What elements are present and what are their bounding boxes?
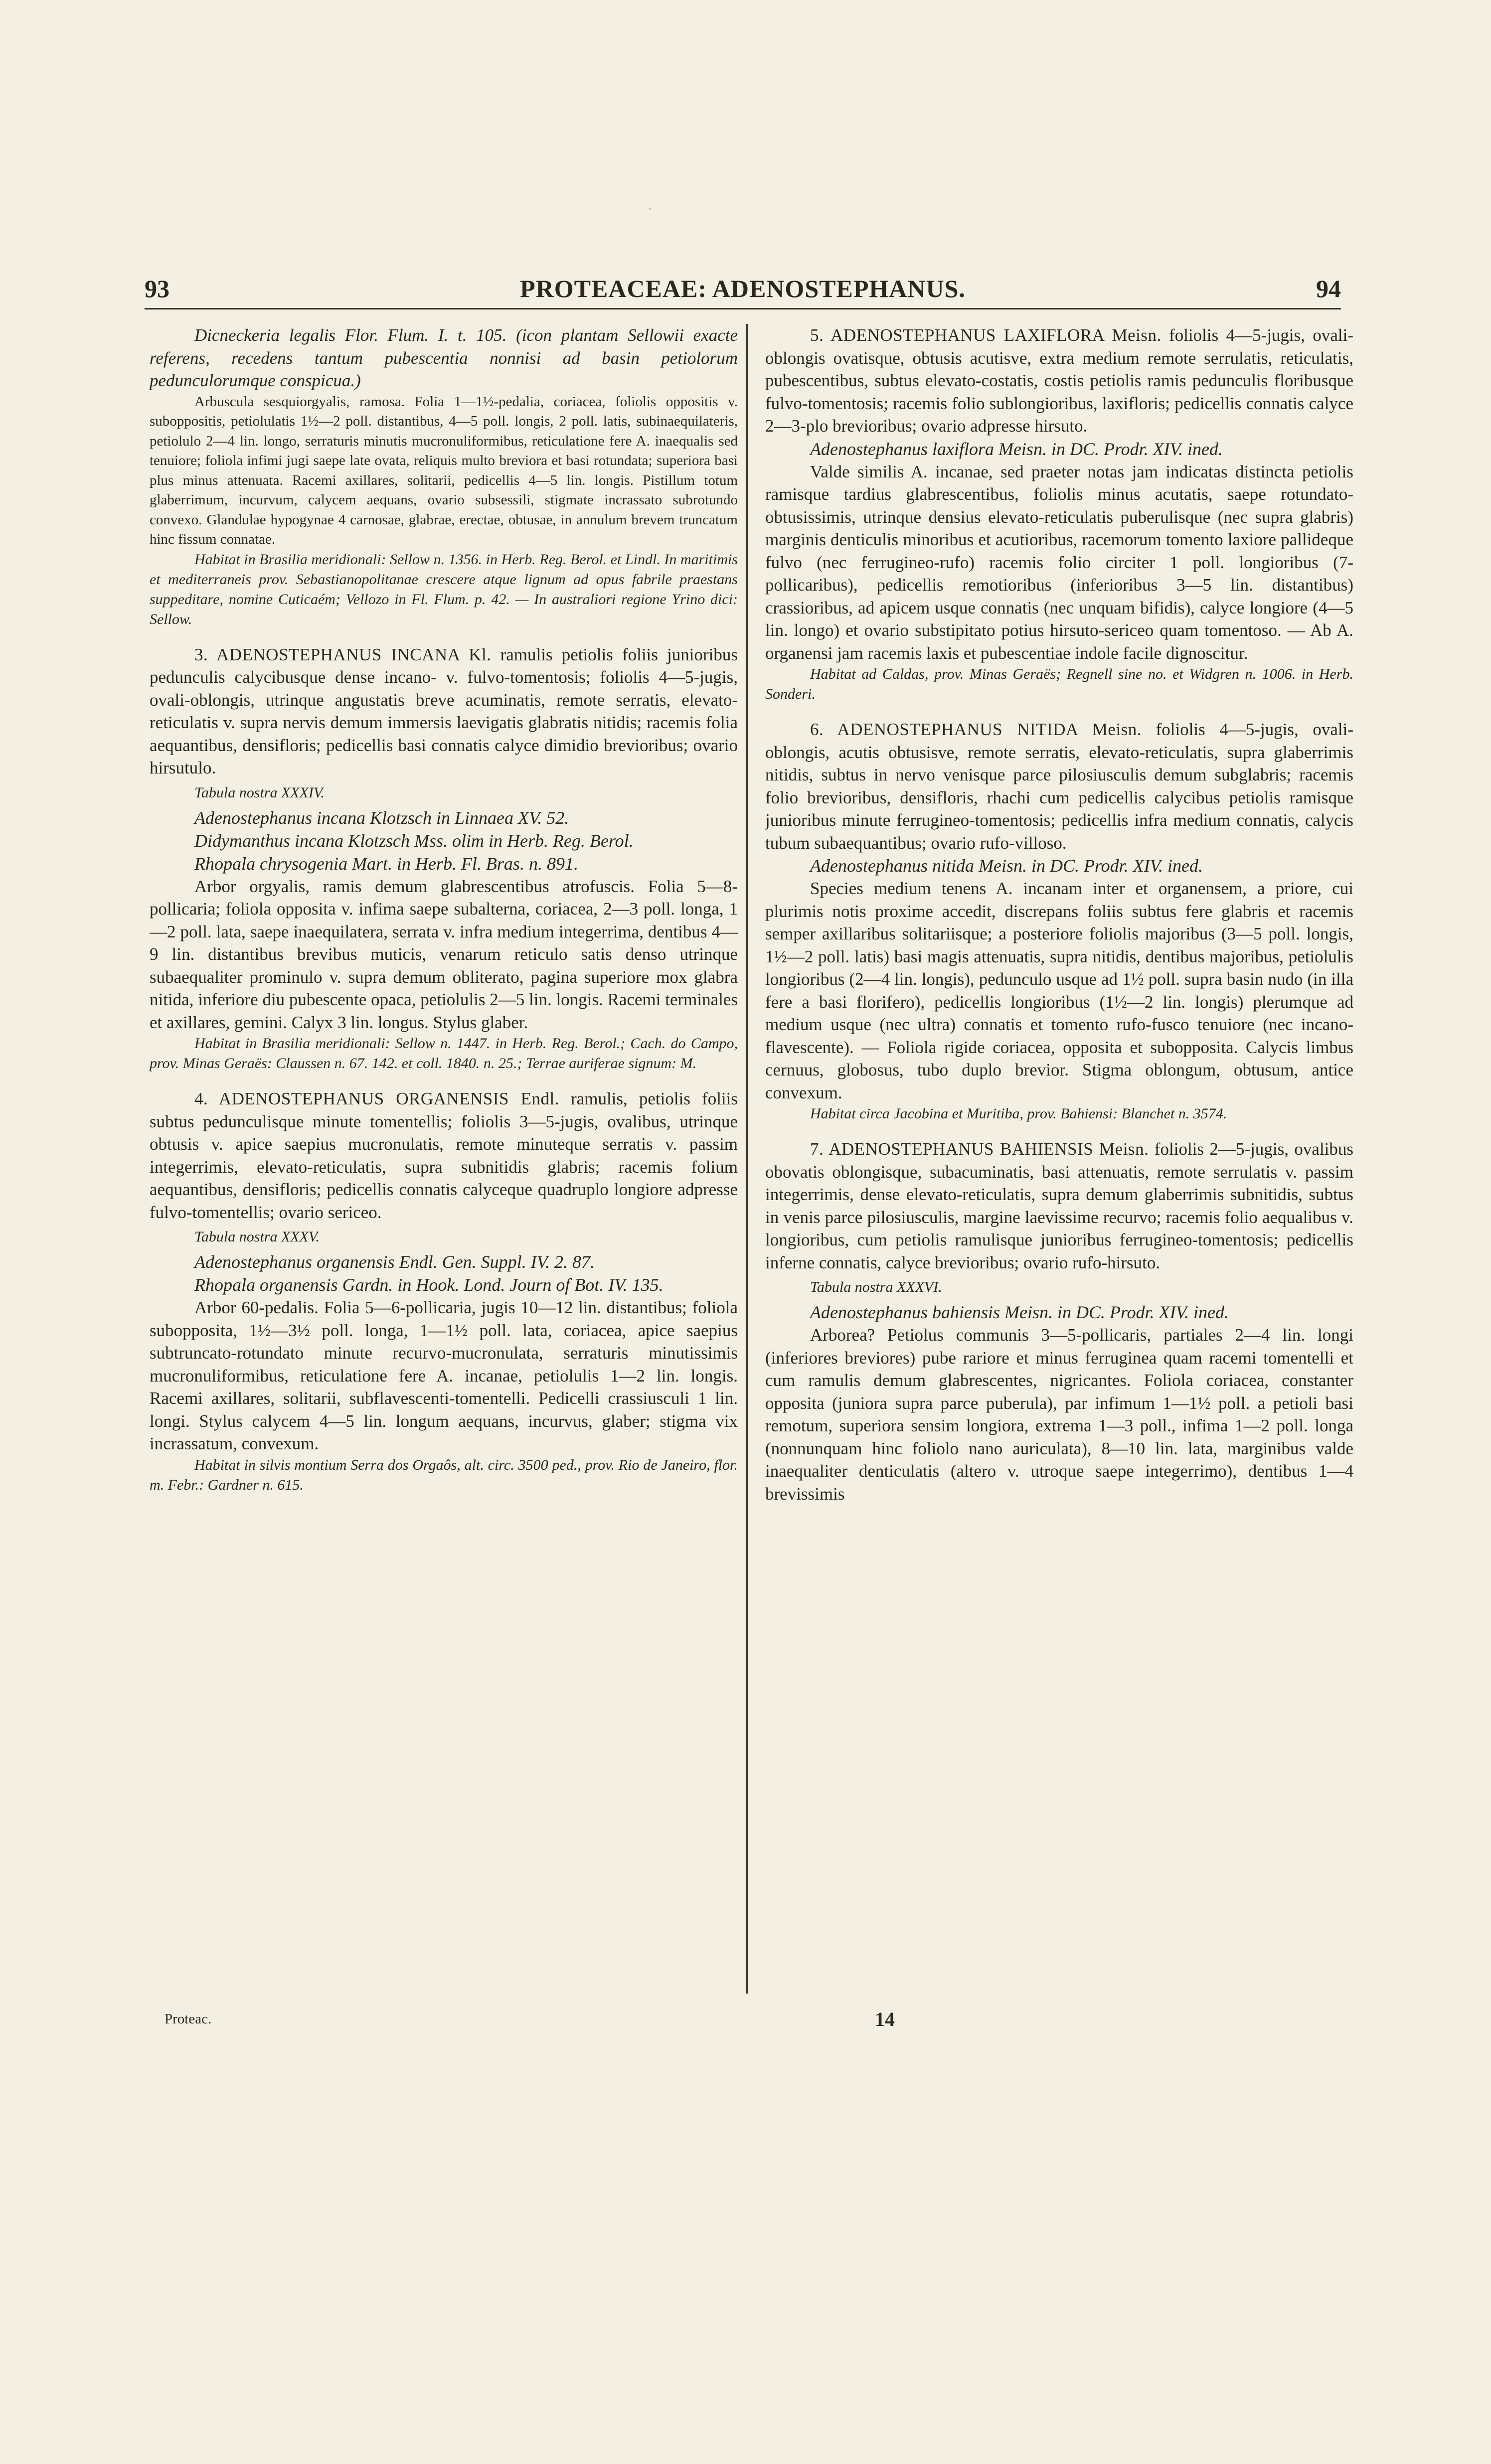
- specks: ·: [648, 203, 652, 216]
- habitat-paragraph: Habitat in Brasilia meridionali: Sellow n. 1356. in Herb. Reg. Berol. et Lindl. In maritimis et mediterraneis prov. Sebastianopolitanae crescere atque lignum ad opus fabrile praestans suppeditare, nomine Cuticaém; Vellozo in Fl. Flum. p. 42. — In australiori regione Yrino dici: Sellow.: [150, 551, 738, 627]
- synonym: Adenostephanus organensis Endl. Gen. Suppl. IV. 2. 87.: [194, 1252, 595, 1272]
- species-entry-4: [150, 1087, 738, 1224]
- plate-reference: Tabula nostra XXXIV.: [194, 784, 325, 801]
- species-diagnosis: foliolis 2—5-jugis, ovalibus obovatis oblongisque, subacuminatis, basi attenuatis, remote serrulatis v. passim integerrimis, dense elevato-reticulatis, supra demum glaberrimis subnitidis, subtus in venis parce pilosiusculis, margine laevissime recurvo; racemis folio aequalibus v. longioribus, cum petiolis ramulisque junioribus ferrugineo-tomentosis; pedicellis inferne connatis, calyce brevioribus; ovario rufo-hirsuto.: [765, 1139, 1353, 1272]
- description-paragraph: Valde similis A. incanae, sed praeter notas jam indicatas distincta petiolis ramisque tardius glabrescentibus, foliolis minus acutatis, saepe rotundato-obtusissimis, utrinque densius elevato-reticulatis puberulisque (nec supra glabris) marginis denticulis minoribus et acutioribus, racemorum tomento laxiore pallideque fulvo (nec ferrugineo-rufo) racemis folio circiter 1 poll. longioribus (7-pollicaribus), pedicellis remotioribus (inferioribus 3—5 lin. distantibus) crassioribus, ad apicem usque connatis (nec unquam bifidis), calyce longiore (4—5 lin. longo) et ovario substipitato potius hirsuto-sericeo quam tomentoso. — Ab A. organensi jam racemis laxis et pubescentiae indole facile dignoscitur.: [765, 462, 1353, 663]
- species-entry-5: [765, 324, 1353, 438]
- synonym: Didymanthus incana Klotzsch Mss. olim in Herb. Reg. Berol.: [194, 830, 634, 851]
- species-entry-7: [765, 1138, 1353, 1274]
- synonym: Rhopala organensis Gardn. in Hook. Lond. Journ of Bot. IV. 135.: [194, 1275, 663, 1295]
- plate-reference: Tabula nostra XXXV.: [194, 1229, 320, 1245]
- column-rule: [746, 324, 748, 1994]
- species-diagnosis: ramulis petiolis foliis junioribus pedunculis calycibusque dense incano- v. fulvo-tomentosis; foliolis 4—5-jugis, ovali-oblongis, utrinque angustatis breve acuminatis, remote serratis, elevato-reticulatis v. supra nervis demum immersis laevigatis glabratis nitidis; racemis folia aequantibus, densifloris; pedicellis basi connatis calyce dimidio brevioribus; ovario hirsutulo.: [150, 644, 738, 777]
- species-diagnosis: ramulis, petiolis foliis subtus pedunculisque minute tomentellis; foliolis 3—5-jugis, ovalibus, utrinque obtusis v. apice saepius mucronulatis, remote minuteque serratis v. passim integerrimis, elevato-reticulatis, supra subnitidis glabris; racemis folium aequantibus, densifloris; pedicellis connatis calyceque quadruplo longiore adpresse fulvo-tomentellis; ovario sericeo.: [150, 1089, 738, 1222]
- running-title: PROTEACEAE: ADENOSTEPHANUS.: [520, 275, 966, 303]
- habitat-paragraph: Habitat in silvis montium Serra dos Orgaôs, alt. circ. 3500 ped., prov. Rio de Janeiro, flor. m. Febr.: Gardner n. 615.: [150, 1456, 738, 1493]
- description-paragraph: Arbuscula sesquiorgyalis, ramosa. Folia 1—1½-pedalia, coriacea, foliolis oppositis v. suboppositis, petiolulatis 1½—2 poll. distantibus, 4—5 poll. longis, 2 poll. latis, subinaequilateris, petiolulo 2—4 lin. longo, serraturis minutis mucronuliformibus, reticulatione fere A. inaequalis sed tenuiore; foliola infimi jugi saepe late ovata, reliquis multo breviora et basi rotundata; superiora basi plus minus attenuata. Racemi axillares, solitarii, pedicellis 4—5 lin. longis. Pistillum totum glaberrimum, incurvum, calycem aequans, ovario subsessili, stigmate incrassato subrotundo convexo. Glandulae hypogynae 4 carnosae, glabrae, erectae, obtusae, in annulum brevem truncatum hinc fissum connatae.: [150, 393, 738, 547]
- description-paragraph: Arbor 60-pedalis. Folia 5—6-pollicaria, jugis 10—12 lin. distantibus; foliola subopposita, 1½—3½ poll. longa, 1—1½ poll. lata, coriacea, apice saepius subtruncato-rotundato minute recurvo-mucronulata, serraturis minutissimis mucronuliformibus, reticulatione fere A. incanae, petiolulis 1—2 lin. longis. Racemi axillares, solitarii, subflavescenti-tomentelli. Pedicelli crassiusculi 1 lin. longi. Stylus calycem 4—5 lin. longum aequans, incurvus, glaber; stigma vix incrassatum, convexum.: [150, 1298, 738, 1453]
- page-number-right: 94: [1316, 275, 1341, 303]
- plate-reference: Tabula nostra XXXVI.: [810, 1279, 942, 1295]
- synonym: Adenostephanus nitida Meisn. in DC. Prodr. XIV. ined.: [810, 856, 1203, 876]
- synonym: Adenostephanus incana Klotzsch in Linnaea XV. 52.: [194, 807, 569, 828]
- habitat-paragraph: Habitat circa Jacobina et Muritiba, prov. Bahiensi: Blanchet n. 3574.: [810, 1105, 1227, 1122]
- synonym: Rhopala chrysogenia Mart. in Herb. Fl. Bras. n. 891.: [194, 853, 578, 874]
- species-diagnosis: foliolis 4—5-jugis, ovali-oblongis, acutis obtusisve, remote serratis, elevato-reticulatis, supra glaberrimis nitidis, subtus in nervo venisque parce pilosiusculis demum subglabris; racemis folio brevioribus, densifloris, rhachi cum pedicellis calycibus petiolis ramisque junioribus minute ferrugineo-tomentosis; pedicellis infra medium connatis, calycis tubum subaequantibus; ovario rufo-villoso.: [765, 720, 1353, 853]
- species-diagnosis: foliolis 4—5-jugis, ovali-oblongis ovatisque, obtusis acutisve, extra medium remote serrulatis, reticulatis, pubescentibus, subtus elevato-costatis, costis petiolis ramis pedunculis floribusque fulvo-tomentosis; racemis folio sublongioribus, laxifloris; pedicellis connatis calyce 2—3-plo brevioribus; ovario adpresse hirsuto.: [765, 325, 1353, 436]
- signature-mark: 14: [875, 2008, 895, 2030]
- page-number-left: 93: [145, 275, 169, 303]
- description-paragraph: Arborea? Petiolus communis 3—5-pollicaris, partiales 2—4 lin. longi (inferiores breviores) pube rariore et minus ferruginea quam racemi tomentelli et cum ramulis demum glabrescentes, nigricantes. Foliola coriacea, constanter opposita (juniora supra parce puberula), par infimum 1—1½ poll. a petioli basi remotum, superiora sensim longiora, extrema 1—3 poll., infima 1—2 poll. longa (nonnunquam hinc foliolo nano auriculata), 8—10 lin. lata, marginibus valde inaequaliter denticulatis (altero v. utroque saepe integerrimo), dentibus 1—4 brevissimis: [765, 1325, 1353, 1504]
- species-entry-3: [150, 643, 738, 779]
- synonym: Adenostephanus laxiflora Meisn. in DC. Prodr. XIV. ined.: [810, 439, 1223, 459]
- page-header: [145, 274, 1341, 309]
- description-paragraph: Arbor orgyalis, ramis demum glabrescentibus atrofuscis. Folia 5—8-pollicaria; foliola opposita v. infima saepe subalterna, coriacea, 2—3 poll. longa, 1—2 poll. lata, saepe inaequilatera, serrata v. infra medium integerrima, dentibus 4—9 lin. distantibus brevibus muticis, venarum reticulo satis denso utrinque subaequaliter prominulo v. supra demum obliterato, pagina superiore mox glabra nitida, inferiore diu pubescente opaca, petiolulis 2—5 lin. longis. Racemi terminales et axillares, gemini. Calyx 3 lin. longus. Stylus glaber.: [150, 876, 738, 1032]
- species-heading: 6. ADENOSTEPHANUS NITIDA Meisn.: [810, 720, 1142, 739]
- footer-note: Proteac.: [165, 2011, 212, 2027]
- species-heading: 7. ADENOSTEPHANUS BAHIENSIS Meisn.: [810, 1139, 1149, 1159]
- description-paragraph: Species medium tenens A. incanam inter et organensem, a priore, cui plurimis notis proxime accedit, discrepans foliis subtus fere glabris et racemis semper axillaribus solitariisque; a posteriore foliolis majoribus (3—5 poll. longis, 1½—2 poll. latis) basi magis attenuatis, supra nitidis, dentibus majoribus, petiolulis longioribus (2—4 lin. longis), pedunculo usque ad 1½ poll. supra basin nudo (in illa fere a basi florifero), pedicellis longioribus (1½—2 lin. longis) plerumque ad medium usque (nec ultra) connatis et tomento rufo-fusco tenuiore (nec incano-flavescente). — Foliola rigide coriacea, opposita et subopposita. Calycis limbus cernuus, globosus, tubo duplo brevior. Stigma oblongum, obtusum, antice convexum.: [765, 879, 1353, 1102]
- species-heading: 3. ADENOSTEPHANUS INCANA Kl.: [194, 644, 492, 664]
- species-heading: 4. ADENOSTEPHANUS ORGANENSIS Endl.: [194, 1089, 559, 1108]
- species-entry-6: [765, 718, 1353, 854]
- header-rule: [145, 308, 1341, 309]
- synonym: Adenostephanus bahiensis Meisn. in DC. Prodr. XIV. ined.: [810, 1302, 1229, 1322]
- citation-paragraph: Dicneckeria legalis Flor. Flum. I. t. 105. (icon plantam Sellowii exacte referens, recedens tantum pubescentia nonnisi ad basin petiolorum pedunculorumque conspicua.): [150, 325, 738, 390]
- species-heading: 5. ADENOSTEPHANUS LAXIFLORA Meisn.: [810, 325, 1161, 345]
- right-column: [765, 324, 1353, 2033]
- habitat-paragraph: Habitat ad Caldas, prov. Minas Geraës; Regnell sine no. et Widgren n. 1006. in Herb. Sonderi.: [765, 666, 1353, 702]
- habitat-paragraph: Habitat in Brasilia meridionali: Sellow n. 1447. in Herb. Reg. Berol.; Cach. do Campo, prov. Minas Geraës: Claussen n. 67. 142. et coll. 1840. n. 25.; Terrae auriferae signum: M.: [150, 1035, 738, 1072]
- left-column: [150, 324, 738, 2028]
